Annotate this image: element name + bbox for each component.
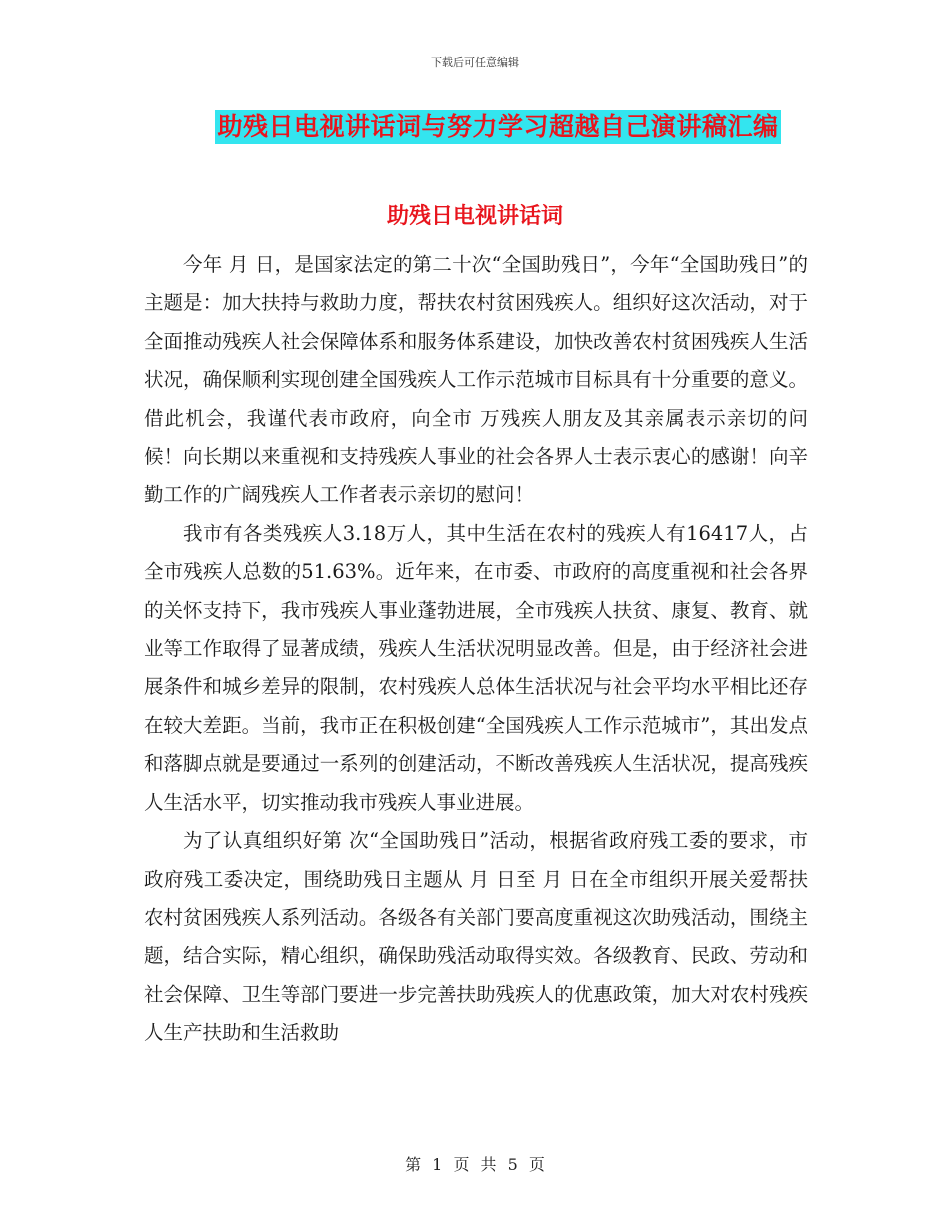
main-title: 助残日电视讲话词与努力学习超越自己演讲稿汇编 xyxy=(215,110,780,144)
main-title-container xyxy=(0,110,950,144)
body-text xyxy=(144,246,808,1053)
header-note: 下载后可任意编辑 xyxy=(431,56,519,69)
page-footer: 第 1 页 共 5 页 xyxy=(405,1155,545,1174)
paragraph-2: 我市有各类残疾人3.18万人，其中生活在农村的残疾人有16417人，占全市残疾人总数的51.63%。近年来，在市委、市政府的高度重视和社会各界的关怀支持下，我市残疾人事业蓬勃进展，全市残疾人扶贫、康复、教育、就业等工作取得了显著成绩，残疾人生活状况明显改善。但是，由于经济社会进展条件和城乡差异的限制，农村残疾人总体生活状况与社会平均水平相比还存在较大差距。当前，我市正在积极创建“全国残疾人工作示范城市”，其出发点和落脚点就是要通过一系列的创建活动，不断改善残疾人生活状况，提高残疾人生活水平，切实推动我市残疾人事业进展。 xyxy=(144,521,808,814)
paragraph-3: 为了认真组织好第 次“全国助残日”活动，根据省政府残工委的要求，市政府残工委决定，围绕助残日主题从 月 日至 月 日在全市组织开展关爱帮扶农村贫困残疾人系列活动。各级各有关部门要高度重视这次助残活动，围绕主题，结合实际，精心组织，确保助残活动取得实效。各级教育、民政、劳动和社会保障、卫生等部门要进一步完善扶助残疾人的优惠政策，加大对农村残疾人生产扶助和生活救助 xyxy=(144,829,808,1045)
paragraph-1: 今年 月 日，是国家法定的第二十次“全国助残日”，今年“全国助残日”的主题是：加大扶持与救助力度，帮扶农村贫困残疾人。组织好这次活动，对于全面推动残疾人社会保障体系和服务体系建设，加快改善农村贫困残疾人生活状况，确保顺利实现创建全国残疾人工作示范城市目标具有十分重要的意义。借此机会，我谨代表市政府，向全市 万残疾人朋友及其亲属表示亲切的问候！向长期以来重视和支持残疾人事业的社会各界人士表示衷心的感谢！向辛勤工作的广阔残疾人工作者表示亲切的慰问！ xyxy=(144,253,808,507)
section-title: 助残日电视讲话词 xyxy=(386,203,563,229)
